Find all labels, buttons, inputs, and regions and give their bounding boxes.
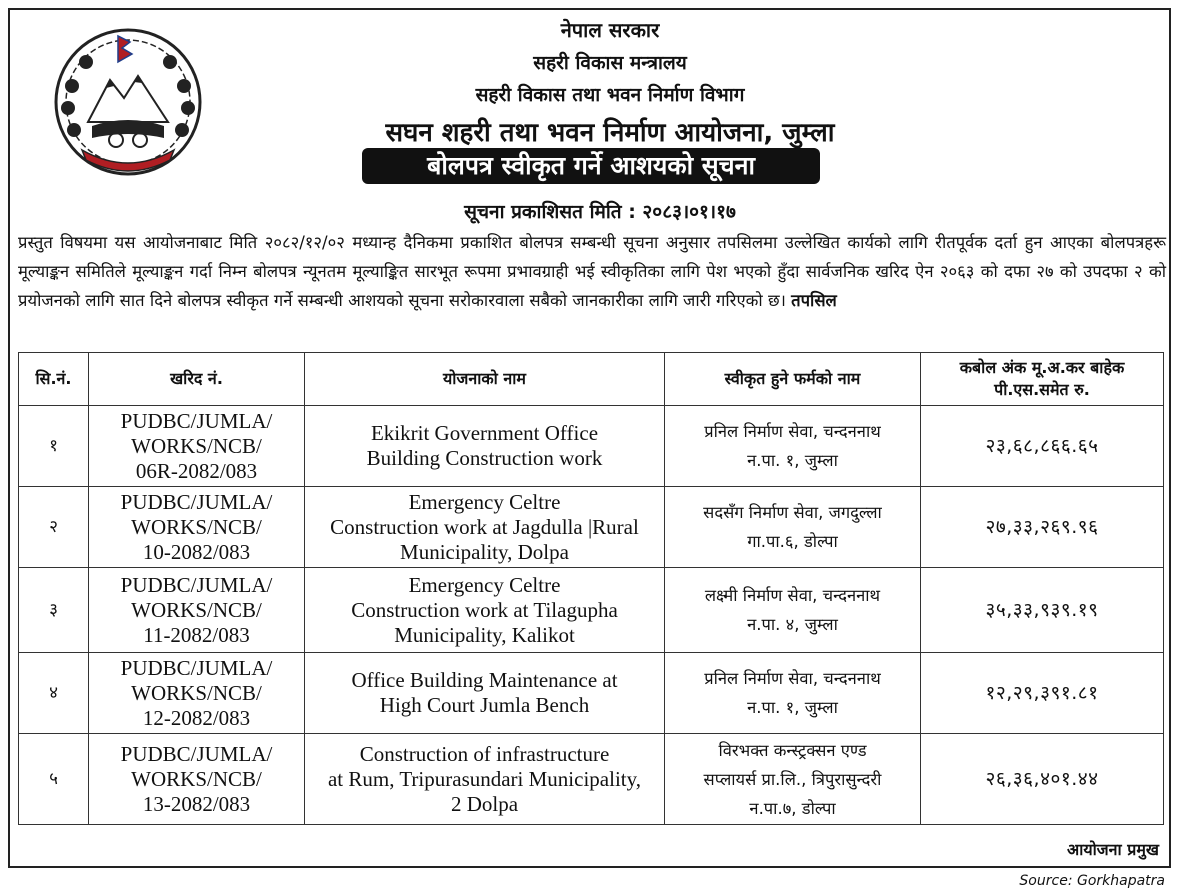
firm-line: गा.पा.६, डोल्पा	[747, 532, 838, 551]
package-line: PUDBC/JUMLA/	[120, 408, 273, 433]
project-line: Municipality, Dolpa	[400, 539, 569, 564]
project-line: Municipality, Kalikot	[394, 622, 575, 647]
firm-line: सप्लायर्स प्रा.लि., त्रिपुरासुन्दरी	[703, 769, 882, 789]
project-line: Building Construction work	[366, 446, 603, 470]
header-project: योजनाको नाम	[305, 353, 665, 406]
project-line: Construction work at Jagdulla |Rural	[330, 514, 639, 539]
package-line: WORKS/NCB/	[131, 766, 262, 791]
table-header-row	[19, 353, 1164, 406]
source-credit: Source: Gorkhapatra	[1019, 873, 1165, 889]
signatory: आयोजना प्रमुख	[1066, 840, 1159, 859]
bid-acceptance-table	[18, 352, 1164, 825]
project-line: Emergency Celtre	[408, 489, 561, 514]
header-firm: स्वीकृत हुने फर्मको नाम	[665, 353, 921, 406]
notice-header	[230, 10, 990, 149]
tapsil-label: तपसिल	[791, 291, 837, 310]
cell-project	[305, 734, 665, 825]
project-line: Construction of infrastructure	[359, 741, 610, 766]
department-name: सहरी विकास तथा भवन निर्माण विभाग	[475, 84, 745, 106]
firm-line: प्रनिल निर्माण सेवा, चन्दननाथ	[704, 422, 881, 441]
cell-package	[89, 487, 305, 568]
package-line: WORKS/NCB/	[131, 514, 262, 539]
cell-firm	[665, 568, 921, 653]
firm-line: लक्ष्मी निर्माण सेवा, चन्दननाथ	[704, 586, 881, 605]
project-line: Emergency Celtre	[408, 572, 561, 597]
cell-firm	[665, 734, 921, 825]
table-row	[19, 487, 1164, 568]
project-line: High Court Jumla Bench	[379, 693, 590, 717]
firm-line: न.पा.७, डोल्पा	[749, 798, 836, 818]
package-line: 11-2082/083	[143, 622, 250, 647]
notice-body: प्रस्तुत विषयमा यस आयोजनाबाट मिति २०८२/१२/०२ मध्यान्ह दैनिकमा प्रकाशित बोलपत्र सम्बन्धी सूचना अनुसार तपसिलमा उल्लेखित कार्यको लागि रीतपूर्वक दर्ता हुन आएका बोलपत्रहरू मूल्याङ्कन समितिले मूल्याङ्कन गर्दा निम्न बोलपत्र न्यूनतम मूल्याङ्कित सारभूत रूपमा प्रभावग्राही भई स्वीकृतिका लागि पेश भएको हुँदा सार्वजनिक खरिद ऐन २०६३ को दफा २७ को उपदफा २ को प्रयोजनको लागि सात दिने बोलपत्र स्वीकृत गर्ने सम्बन्धी आशयको सूचना सरोकारवाला सबैको जानकारीका लागि जारी गरिएको छ।	[18, 233, 1166, 310]
cell-project	[305, 406, 665, 487]
cell-firm	[665, 653, 921, 734]
firm-line: न.पा. १, जुम्ला	[747, 698, 838, 717]
cell-firm	[665, 406, 921, 487]
package-line: WORKS/NCB/	[131, 433, 262, 458]
cell-amount: २६,३६,४०१.४४	[921, 734, 1164, 825]
package-line: PUDBC/JUMLA/	[120, 489, 273, 514]
project-line: Ekikrit Government Office	[370, 421, 599, 445]
project-line: at Rum, Tripurasundari Municipality,	[327, 766, 642, 791]
cell-package	[89, 734, 305, 825]
table-row	[19, 653, 1164, 734]
package-line: PUDBC/JUMLA/	[120, 741, 273, 766]
publication-date: सूचना प्रकाशिसत मिति : २०८३।०१।१७	[464, 201, 736, 223]
cell-serial: १	[19, 406, 89, 487]
project-office-name: सघन शहरी तथा भवन निर्माण आयोजना, जुम्ला	[385, 118, 835, 148]
notice-paragraph	[18, 228, 1166, 315]
cell-firm	[665, 487, 921, 568]
ministry-name: सहरी विकास मन्त्रालय	[533, 52, 687, 74]
cell-serial: २	[19, 487, 89, 568]
table-row	[19, 568, 1164, 653]
cell-project	[305, 568, 665, 653]
cell-project	[305, 487, 665, 568]
firm-line: प्रनिल निर्माण सेवा, चन्दननाथ	[704, 669, 881, 688]
firm-line: न.पा. ४, जुम्ला	[747, 615, 838, 634]
cell-amount: २३,६८,८६६.६५	[921, 406, 1164, 487]
cell-serial: ४	[19, 653, 89, 734]
government-name: नेपाल सरकार	[560, 18, 660, 42]
cell-amount: ३५,३३,९३९.१९	[921, 568, 1164, 653]
cell-serial: ३	[19, 568, 89, 653]
package-line: 13-2082/083	[142, 791, 251, 816]
package-line: PUDBC/JUMLA/	[120, 655, 273, 680]
firm-line: न.पा. १, जुम्ला	[747, 451, 838, 470]
cell-package	[89, 568, 305, 653]
project-line: Construction work at Tilagupha	[351, 597, 618, 622]
project-line: 2 Dolpa	[450, 791, 519, 816]
package-line: 06R-2082/083	[135, 458, 258, 483]
cell-serial: ५	[19, 734, 89, 825]
nepal-government-emblem-icon	[52, 26, 204, 178]
package-line: 12-2082/083	[142, 705, 251, 730]
notice-title: बोलपत्र स्वीकृत गर्ने आशयको सूचना	[362, 148, 820, 184]
cell-package	[89, 406, 305, 487]
header-package: खरिद नं.	[89, 353, 305, 406]
project-line: Office Building Maintenance at	[351, 668, 618, 692]
cell-amount: २७,३३,२६९.९६	[921, 487, 1164, 568]
package-line: 10-2082/083	[142, 539, 251, 564]
cell-amount: १२,२९,३९१.८१	[921, 653, 1164, 734]
package-line: WORKS/NCB/	[131, 597, 262, 622]
table-row	[19, 734, 1164, 825]
header-amount-line2: पी.एस.समेत रु.	[994, 380, 1090, 399]
firm-line: विरभक्त कन्स्ट्रक्सन एण्ड	[718, 740, 867, 760]
header-amount	[921, 353, 1164, 406]
cell-project	[305, 653, 665, 734]
package-line: PUDBC/JUMLA/	[120, 572, 273, 597]
firm-line: सदसँग निर्माण सेवा, जगदुल्ला	[703, 503, 882, 522]
header-serial: सि.नं.	[19, 353, 89, 406]
package-line: WORKS/NCB/	[131, 680, 262, 705]
cell-package	[89, 653, 305, 734]
table-row	[19, 406, 1164, 487]
header-amount-line1: कबोल अंक मू.अ.कर बाहेक	[959, 358, 1125, 377]
